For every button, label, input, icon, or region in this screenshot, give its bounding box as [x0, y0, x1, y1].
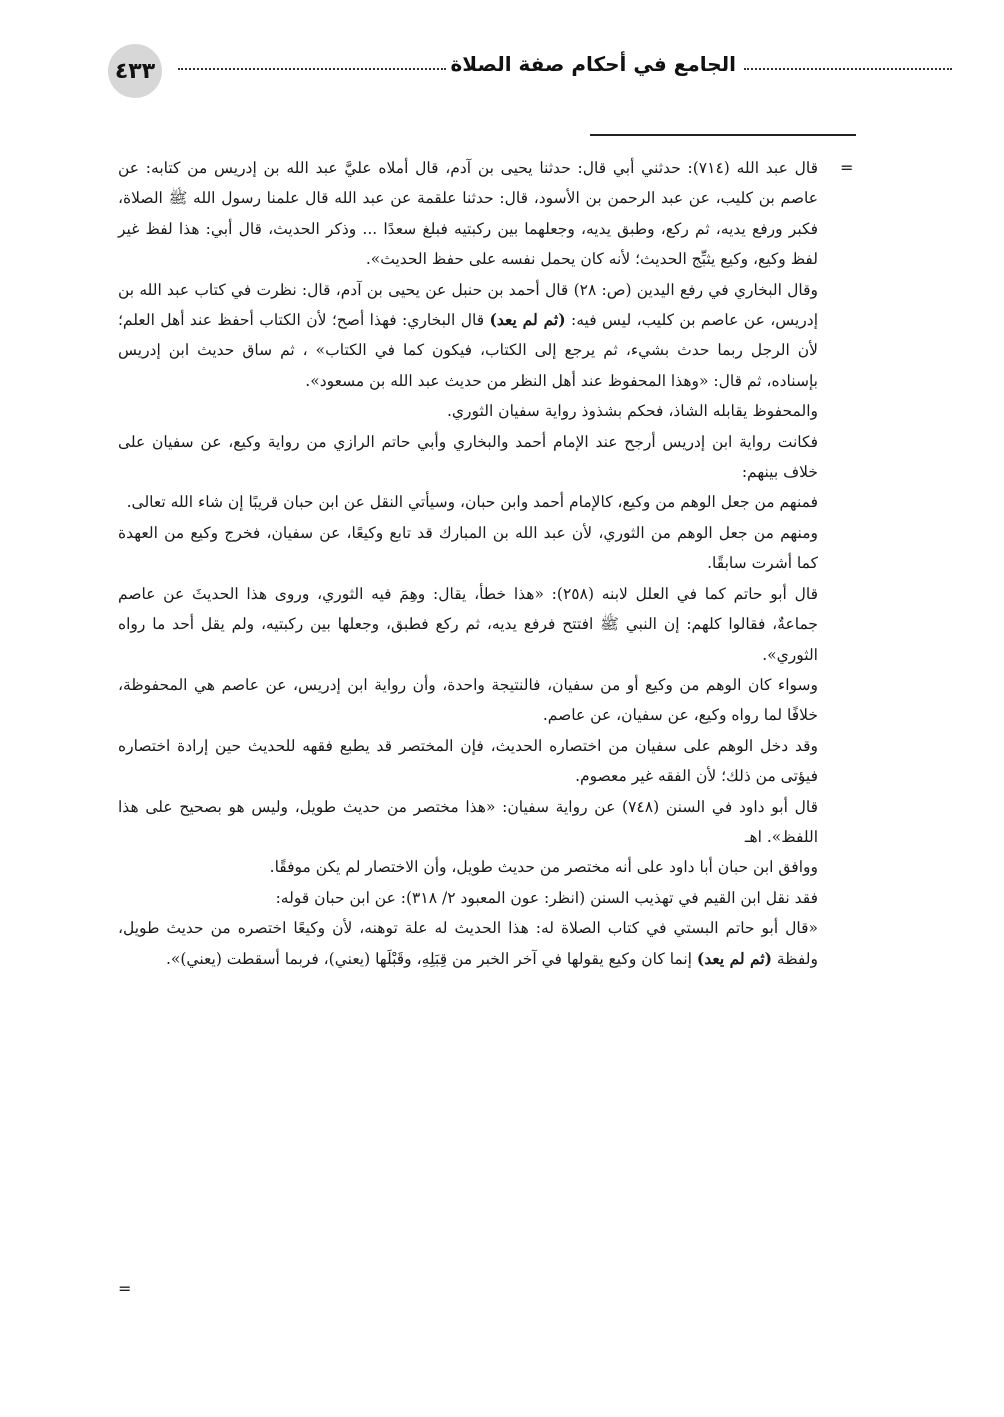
- paragraph: قال أبو حاتم كما في العلل لابنه (٢٥٨): «هذا خطأ، يقال: وهِمَ فيه الثوري، وروى هذا الحديثَ عن عاصم جماعةٌ، فقالوا كلهم: إن النبي ﷺ افتتح فرفع يديه، ثم ركع فطبق، وجعلها بين ركبتيه، ولم يقل أحد ما رواه الثوري».: [118, 584, 818, 664]
- bold-quote: (ثم لم يعد): [696, 948, 772, 968]
- header-dotted-leader-left: [178, 68, 446, 70]
- header-dotted-leader-right: [744, 68, 952, 70]
- footnote-continuation-mark-start: =: [840, 158, 854, 177]
- paragraph: وقد دخل الوهم على سفيان من اختصاره الحديث، فإن المختصر قد يطبع فقهه للحديث حين إرادة اختصاره فيؤتى من ذلك؛ لأن الفقه غير معصوم.: [118, 736, 818, 786]
- paragraph: والمحفوظ يقابله الشاذ، فحكم بشذوذ رواية سفيان الثوري.: [447, 402, 818, 421]
- page-header: [108, 44, 848, 96]
- paragraph: وسواء كان الوهم من وكيع أو من سفيان، فالنتيجة واحدة، وأن رواية ابن إدريس، عن عاصم هي المحفوظة، خلافًا لما رواه وكيع، عن سفيان، عن عاصم.: [118, 675, 818, 725]
- footnote-text-body: [118, 153, 818, 974]
- running-head-title: الجامع في أحكام صفة الصلاة: [450, 52, 736, 76]
- footnote-separator-line: [590, 134, 856, 136]
- paragraph: ووافق ابن حبان أبا داود على أنه مختصر من حديث طويل، وأن الاختصار لم يكن موفقًا.: [269, 858, 818, 877]
- paragraph: ومنهم من جعل الوهم من الثوري، لأن عبد الله بن المبارك قد تابع وكيعًا، عن سفيان، فخرج وكيع من العهدة كما أشرت سابقًا.: [118, 523, 818, 573]
- page-number-badge: ٤٣٣: [108, 44, 162, 98]
- paragraph: «قال أبو حاتم البستي في كتاب الصلاة له: هذا الحديث له علة توهنه، لأن وكيعًا اختصره من حديث طويل، ولفظة (ثم لم يعد) إنما كان وكيع يقولها في آخر الخبر من قِبَلِهِ، وقَبْلَها (يعني)، فربما أسقطت (يعني)».: [118, 919, 818, 968]
- footnote-continuation-mark-end: =: [118, 1279, 132, 1298]
- paragraph: فكانت رواية ابن إدريس أرجح عند الإمام أحمد والبخاري وأبي حاتم الرازي من رواية وكيع، عن سفيان على خلاف بينهم:: [118, 432, 818, 482]
- paragraph: قال عبد الله (٧١٤): حدثني أبي قال: حدثنا يحيى بن آدم، قال أملاه عليَّ عبد الله بن إدريس من كتابه: عن عاصم بن كليب، عن عبد الرحمن بن الأسود، قال: حدثنا علقمة عن عبد الله قال علمنا رسول الله ﷺ الصلاة، فكبر ورفع يديه، ثم ركع، وطبق يديه، وجعلهما بين ركبتيه فبلغ سعدًا ... وذكر الحديث، قال أبي: هذا لفظ غير لفظ وكيع، وكيع يثبِّج الحديث؛ لأنه كان يحمل نفسه على حفظ الحديث».: [118, 159, 818, 269]
- bold-quote: (ثم لم يعد): [489, 310, 566, 330]
- paragraph: فقد نقل ابن القيم في تهذيب السنن (انظر: عون المعبود ٢/ ٣١٨): عن ابن حبان قوله:: [275, 888, 818, 907]
- paragraph: وقال البخاري في رفع اليدين (ص: ٢٨) قال أحمد بن حنبل عن يحيى بن آدم، قال: نظرت في كتاب عبد الله بن إدريس، عن عاصم بن كليب، ليس فيه: (ثم لم يعد) قال البخاري: فهذا أصح؛ لأن الكتاب أحفظ عند أهل العلم؛ لأن الرجل ربما حدث بشيء، ثم يرجع إلى الكتاب، فيكون كما في الكتاب» ، ثم ساق حديث ابن إدريس بإسناده، ثم قال: «وهذا المحفوظ عند أهل النظر من حديث عبد الله بن مسعود».: [118, 280, 819, 390]
- paragraph: قال أبو داود في السنن (٧٤٨) عن رواية سفيان: «هذا مختصر من حديث طويل، وليس هو بصحيح على هذا اللفظ». اهـ: [118, 797, 818, 846]
- paragraph: فمنهم من جعل الوهم من وكيع، كالإمام أحمد وابن حبان، وسيأتي النقل عن ابن حبان قريبًا إن شاء الله تعالى.: [126, 493, 818, 512]
